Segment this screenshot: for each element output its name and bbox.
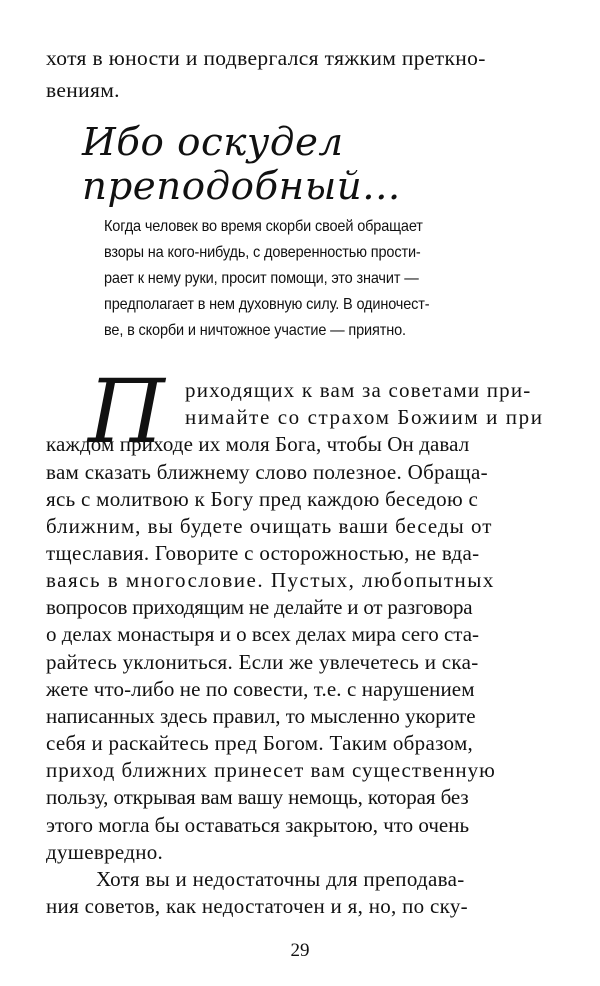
epigraph-line-4: предполагает в нем духовную силу. В одиночест- (104, 296, 430, 313)
body-line-15: приход ближних принесет вам существенную (46, 758, 496, 783)
chapter-title: Ибо оскудел преподобный... (82, 120, 401, 208)
continuation-line-2: вениям. (46, 78, 120, 102)
body-line-8: ваясь в многословие. Пустых, любопытных (46, 568, 495, 593)
body-line-13: написанных здесь правил, то мысленно укорите (46, 703, 476, 728)
body-line-11: райтесь уклониться. Если же увлечетесь и ска- (46, 649, 479, 674)
epigraph-line-2: взоры на кого-нибудь, с доверенностью прости- (104, 244, 421, 261)
body-line-10: о делах монастыря и о всех делах мира сего ста- (46, 622, 480, 647)
body-line-6: ближним, вы будете очищать ваши беседы от (46, 513, 493, 538)
drop-cap: П (88, 360, 165, 463)
body-line-17: этого могла бы оставаться закрытою, что очень (46, 812, 470, 837)
epigraph-line-5: ве, в скорби и ничтожное участие — приятно. (104, 322, 406, 339)
body-line-9: вопросов приходящим не делайте и от разговора (46, 595, 473, 620)
body-line-2: нимайте со страхом Божиим и при (185, 405, 544, 430)
body-line-14: себя и раскайтесь пред Богом. Таким образом, (46, 731, 474, 756)
body-line-12: жете что-либо не по совести, т.е. с нарушением (46, 676, 475, 701)
continuation-line-1: хотя в юности и подвергался тяжким преткно- (46, 46, 486, 70)
epigraph-line-3: рает к нему руки, просит помощи, это значит — (104, 270, 419, 287)
body-line-20: ния советов, как недостаточен и я, но, по ску- (46, 894, 468, 918)
body-line-18: душевредно. (46, 839, 164, 864)
page-number: 29 (290, 940, 310, 961)
body-line-3: каждом приходе их моля Бога, чтобы Он давал (46, 432, 470, 457)
epigraph-line-1: Когда человек во время скорби своей обращает (104, 218, 423, 235)
body-line-19: Хотя вы и недостаточны для преподава- (96, 866, 465, 891)
body-line-16: пользу, открывая вам вашу немощь, которая без (46, 785, 469, 810)
body-line-7: тщеславия. Говорите с осторожностью, не вда- (46, 540, 480, 565)
body-line-4: вам сказать ближнему слово полезное. Обраща- (46, 459, 488, 484)
body-line-5: ясь с молитвою к Богу пред каждою беседою с (46, 486, 479, 511)
body-line-1: риходящих к вам за советами при- (185, 378, 532, 402)
